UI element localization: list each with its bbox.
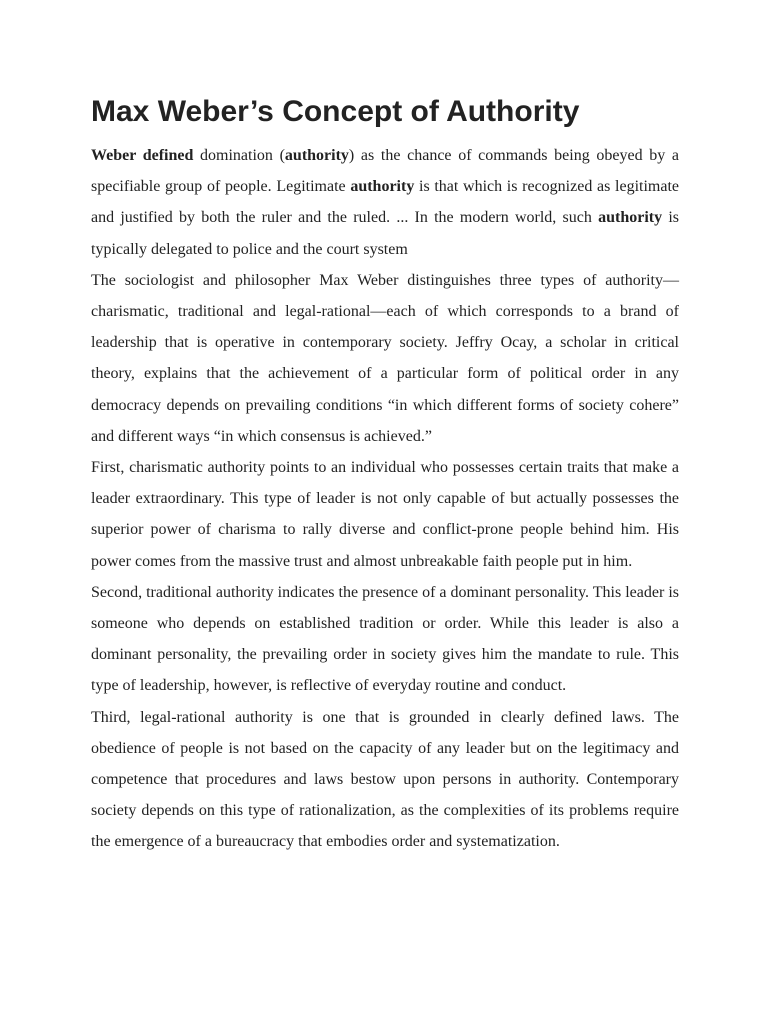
paragraph-three-types: The sociologist and philosopher Max Weber distinguishes three types of authority—charismatic, traditional and legal-rational—each of which corresponds to a brand of leadership that is operative in contemporary society. Jeffry Ocay, a scholar in critical theory, explains that the achievement of a particular form of political order in any democracy depends on prevailing conditions “in which different forms of society cohere” and different ways “in which consensus is achieved.”: [91, 271, 679, 445]
text-span: ) as the chance of commands being obeyed by a specifiable group of people. Legitimate: [91, 147, 680, 196]
bold-term: authority: [598, 209, 663, 227]
document-page: [91, 92, 679, 858]
bold-term: Weber defined: [91, 147, 194, 164]
paragraph-legal-rational: Third, legal-rational authority is one that is grounded in clearly defined laws. The obedience of people is not based on the capacity of any leader but on the legitimacy and competence that procedures and laws bestow upon persons in authority. Contemporary society depends on this type of rationalization, as the complexities of its problems require the emergence of a bureaucracy that embodies order and systematization.: [91, 708, 679, 851]
paragraph-traditional: Second, traditional authority indicates the presence of a dominant personality. This leader is someone who depends on established tradition or order. While this leader is also a dominant personality, the prevailing order in society gives him the mandate to rule. This type of leadership, however, is reflective of everyday routine and conduct.: [91, 583, 679, 695]
text-span: is that which is recognized as legitimate and justified by both the ruler and the ruled. ... In the modern world, such: [91, 178, 680, 227]
paragraph-charismatic: First, charismatic authority points to an individual who possesses certain traits that make a leader extraordinary. This type of leader is not only capable of but actually possesses the superior power of charisma to rally diverse and conflict-prone people behind him. His power comes from the massive trust and almost unbreakable faith people put in him.: [91, 459, 679, 570]
bold-term: authority: [350, 178, 415, 196]
bold-term: authority: [284, 147, 349, 164]
text-span: is typically delegated to police and the court system: [91, 209, 679, 258]
intro-paragraph: [91, 140, 679, 265]
text-span: domination (: [193, 147, 285, 164]
page-title: Max Weber’s Concept of Authority: [91, 95, 580, 128]
